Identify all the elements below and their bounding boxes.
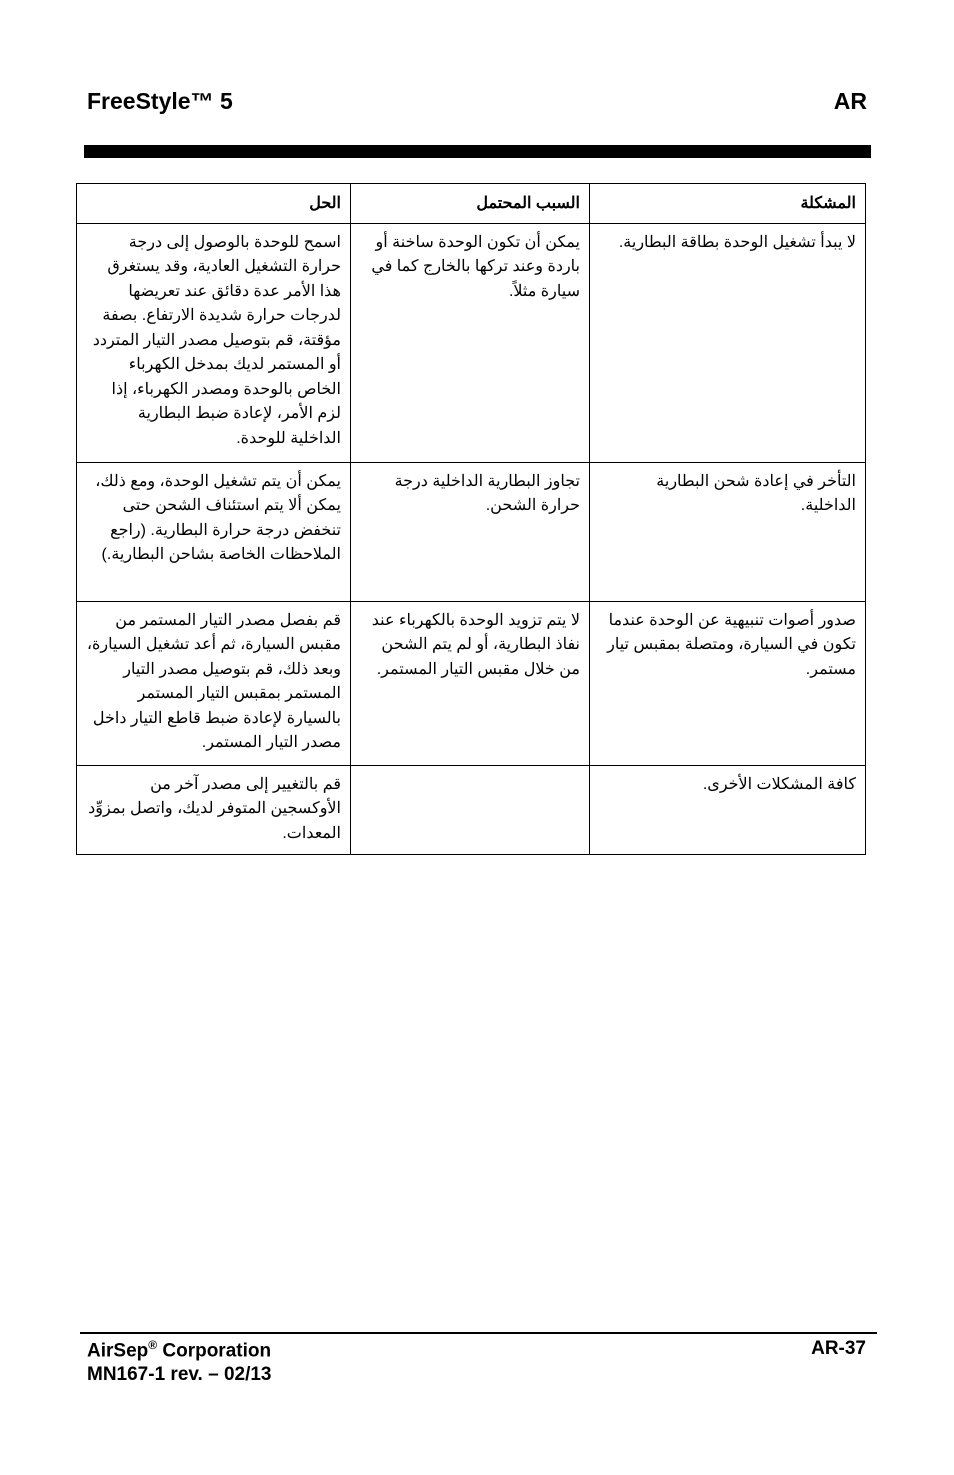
problem-cell: صدور أصوات تنبيهية عن الوحدة عندما تكون في السيارة، ومتصلة بمقبس تيار مستمر. [590, 601, 866, 765]
header-rule [84, 145, 871, 158]
footer-rule [80, 1332, 877, 1334]
cause-cell: لا يتم تزويد الوحدة بالكهرباء عند نفاذ البطارية، أو لم يتم الشحن من خلال مقبس التيار المستمر. [351, 601, 590, 765]
page-number: AR-37 [811, 1338, 866, 1359]
table-row [77, 601, 866, 765]
troubleshooting-table [76, 183, 866, 855]
cause-cell [351, 765, 590, 854]
table-header-row [77, 184, 866, 224]
problem-cell: لا يبدأ تشغيل الوحدة بطاقة البطارية. [590, 223, 866, 462]
solution-cell: قم بفصل مصدر التيار المستمر من مقبس السيارة، ثم أعد تشغيل السيارة، وبعد ذلك، قم بتوصيل مصدر التيار المستمر بمقبس التيار المستمر بالسيارة لإعادة ضبط قاطع التيار داخل مصدر التيار المستمر. [77, 601, 351, 765]
company-name [87, 1338, 271, 1362]
table-row [77, 765, 866, 854]
table-row [77, 462, 866, 601]
solution-cell: اسمح للوحدة بالوصول إلى درجة حرارة التشغيل العادية، وقد يستغرق هذا الأمر عدة دقائق عند تعريضها لدرجات حرارة شديدة الارتفاع. بصفة مؤقتة، قم بتوصيل مصدر التيار المتردد أو المستمر لديك بمدخل الكهرباء الخاص بالوحدة ومصدر الكهرباء، إذا لزم الأمر، لإعادة ضبط البطارية الداخلية للوحدة. [77, 223, 351, 462]
problem-cell: التأخر في إعادة شحن البطارية الداخلية. [590, 462, 866, 601]
problem-cell: كافة المشكلات الأخرى. [590, 765, 866, 854]
company-brand: AirSep [87, 1340, 149, 1362]
cause-cell: تجاوز البطارية الداخلية درجة حرارة الشحن. [351, 462, 590, 601]
language-code: AR [833, 88, 867, 114]
document-number: MN167-1 rev. – 02/13 [87, 1364, 272, 1385]
table-row [77, 223, 866, 462]
solution-cell: قم بالتغيير إلى مصدر آخر من الأوكسجين المتوفر لديك، واتصل بمزوِّد المعدات. [77, 765, 351, 854]
company-suffix: Corporation [157, 1340, 272, 1362]
header-cause: السبب المحتمل [351, 184, 590, 224]
cause-cell: يمكن أن تكون الوحدة ساخنة أو باردة وعند تركها بالخارج كما في سيارة مثلاً. [351, 223, 590, 462]
solution-cell: يمكن أن يتم تشغيل الوحدة، ومع ذلك، يمكن ألا يتم استئناف الشحن حتى تنخفض درجة حرارة البطارية. (راجع الملاحظات الخاصة بشاحن البطارية.) [77, 462, 351, 601]
header-problem: المشكلة [590, 184, 866, 224]
header-solution: الحل [77, 184, 351, 224]
document-title: FreeStyle™ 5 [87, 88, 233, 114]
registered-mark: ® [148, 1338, 158, 1352]
